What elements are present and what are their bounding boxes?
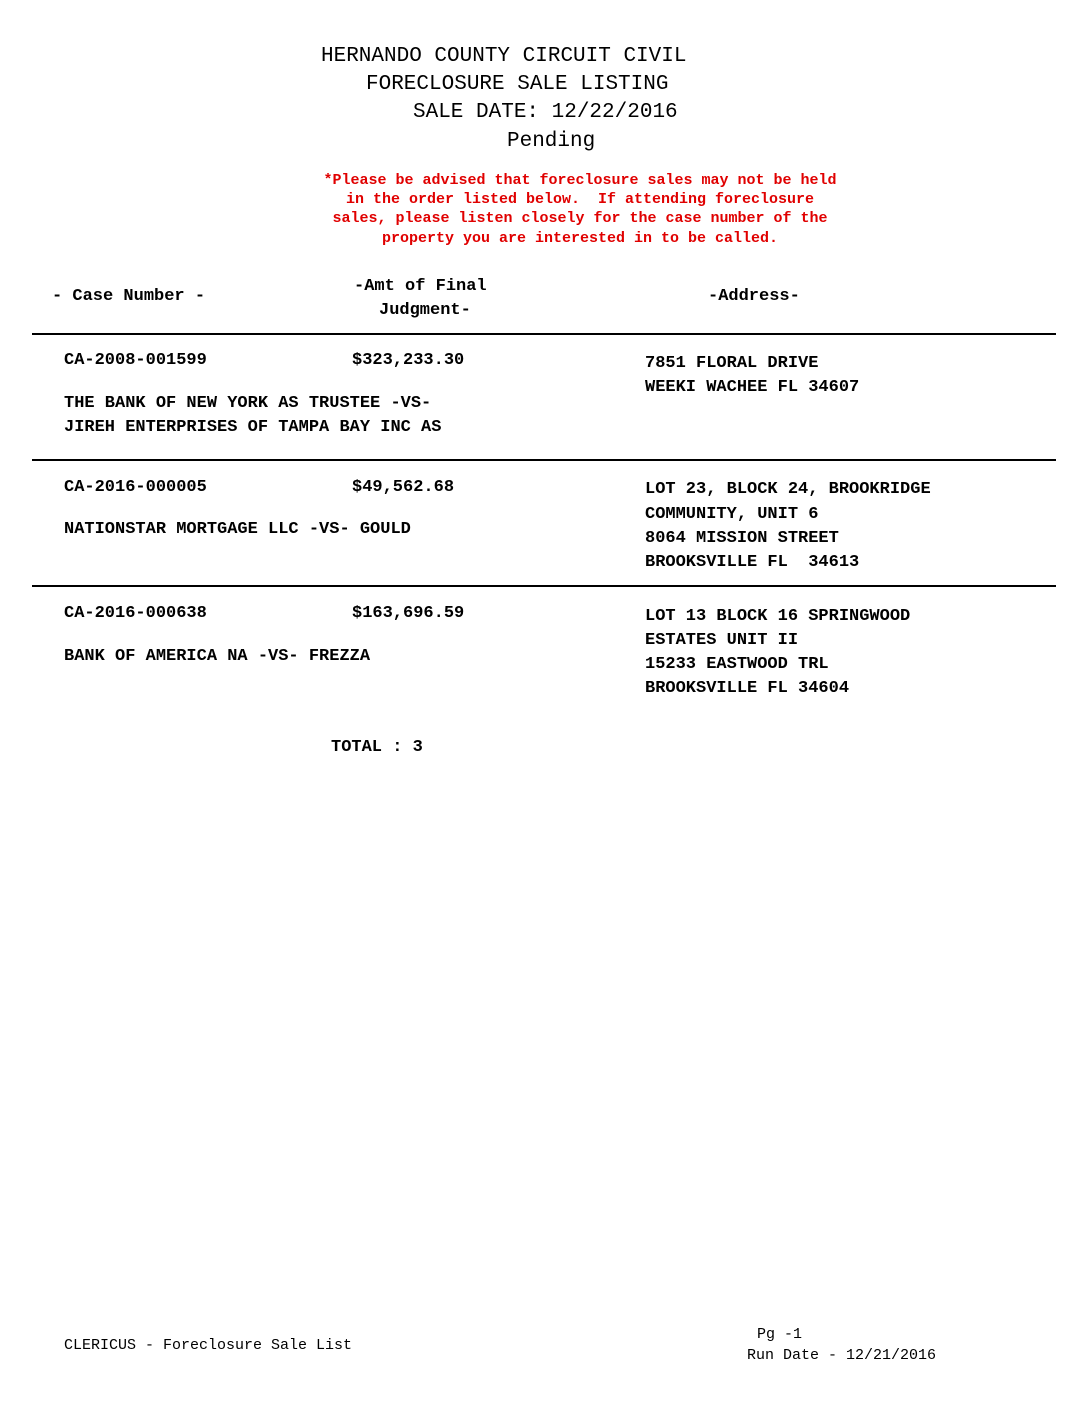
case-address-line: BROOKSVILLE FL 34613	[645, 553, 860, 572]
column-header-case-number: - Case Number -	[52, 287, 206, 306]
case-parties-line: NATIONSTAR MORTGAGE LLC -VS- GOULD	[64, 520, 411, 539]
case-address-line: WEEKI WACHEE FL 34607	[645, 378, 860, 397]
case-address-line: BROOKSVILLE FL 34604	[645, 679, 850, 698]
case-parties-line: JIREH ENTERPRISES OF TAMPA BAY INC AS	[64, 418, 442, 437]
case-address-line: LOT 23, BLOCK 24, BROOKRIDGE	[645, 480, 931, 499]
notice-line-4: property you are interested in to be called.	[381, 230, 779, 247]
column-header-address: -Address-	[708, 287, 800, 306]
case-number: CA-2016-000005	[64, 478, 207, 497]
case-address-line: 7851 FLORAL DRIVE	[645, 354, 819, 373]
title-sale-date: SALE DATE: 12/22/2016	[413, 101, 678, 124]
total-count: TOTAL : 3	[331, 738, 423, 757]
row-divider	[32, 459, 1056, 461]
case-parties-line: THE BANK OF NEW YORK AS TRUSTEE -VS-	[64, 394, 432, 413]
column-header-amount-line1: -Amt of Final	[354, 277, 487, 296]
notice-line-3: sales, please listen closely for the case number of the	[332, 210, 828, 227]
case-amount: $323,233.30	[352, 351, 465, 370]
footer-report-name: CLERICUS - Foreclosure Sale List	[64, 1337, 353, 1354]
case-address-line: 8064 MISSION STREET	[645, 529, 839, 548]
footer-run-date: Run Date - 12/21/2016	[747, 1347, 937, 1364]
case-number: CA-2008-001599	[64, 351, 207, 370]
title-county: HERNANDO COUNTY CIRCUIT CIVIL	[321, 45, 687, 68]
case-address-line: 15233 EASTWOOD TRL	[645, 655, 829, 674]
title-status: Pending	[507, 130, 596, 153]
title-listing: FORECLOSURE SALE LISTING	[366, 73, 669, 96]
row-divider	[32, 585, 1056, 587]
case-parties-line: BANK OF AMERICA NA -VS- FREZZA	[64, 647, 371, 666]
column-header-amount-line2: Judgment-	[379, 301, 471, 320]
case-address-line: ESTATES UNIT II	[645, 631, 799, 650]
notice-line-2: in the order listed below. If attending foreclosure	[345, 191, 815, 208]
case-address-line: LOT 13 BLOCK 16 SPRINGWOOD	[645, 607, 911, 626]
footer-page-number: Pg -1	[757, 1326, 803, 1343]
notice-line-1: *Please be advised that foreclosure sales may not be held	[323, 172, 837, 189]
case-number: CA-2016-000638	[64, 604, 207, 623]
case-amount: $49,562.68	[352, 478, 455, 497]
case-address-line: COMMUNITY, UNIT 6	[645, 505, 819, 524]
case-amount: $163,696.59	[352, 604, 465, 623]
header-divider	[32, 333, 1056, 335]
